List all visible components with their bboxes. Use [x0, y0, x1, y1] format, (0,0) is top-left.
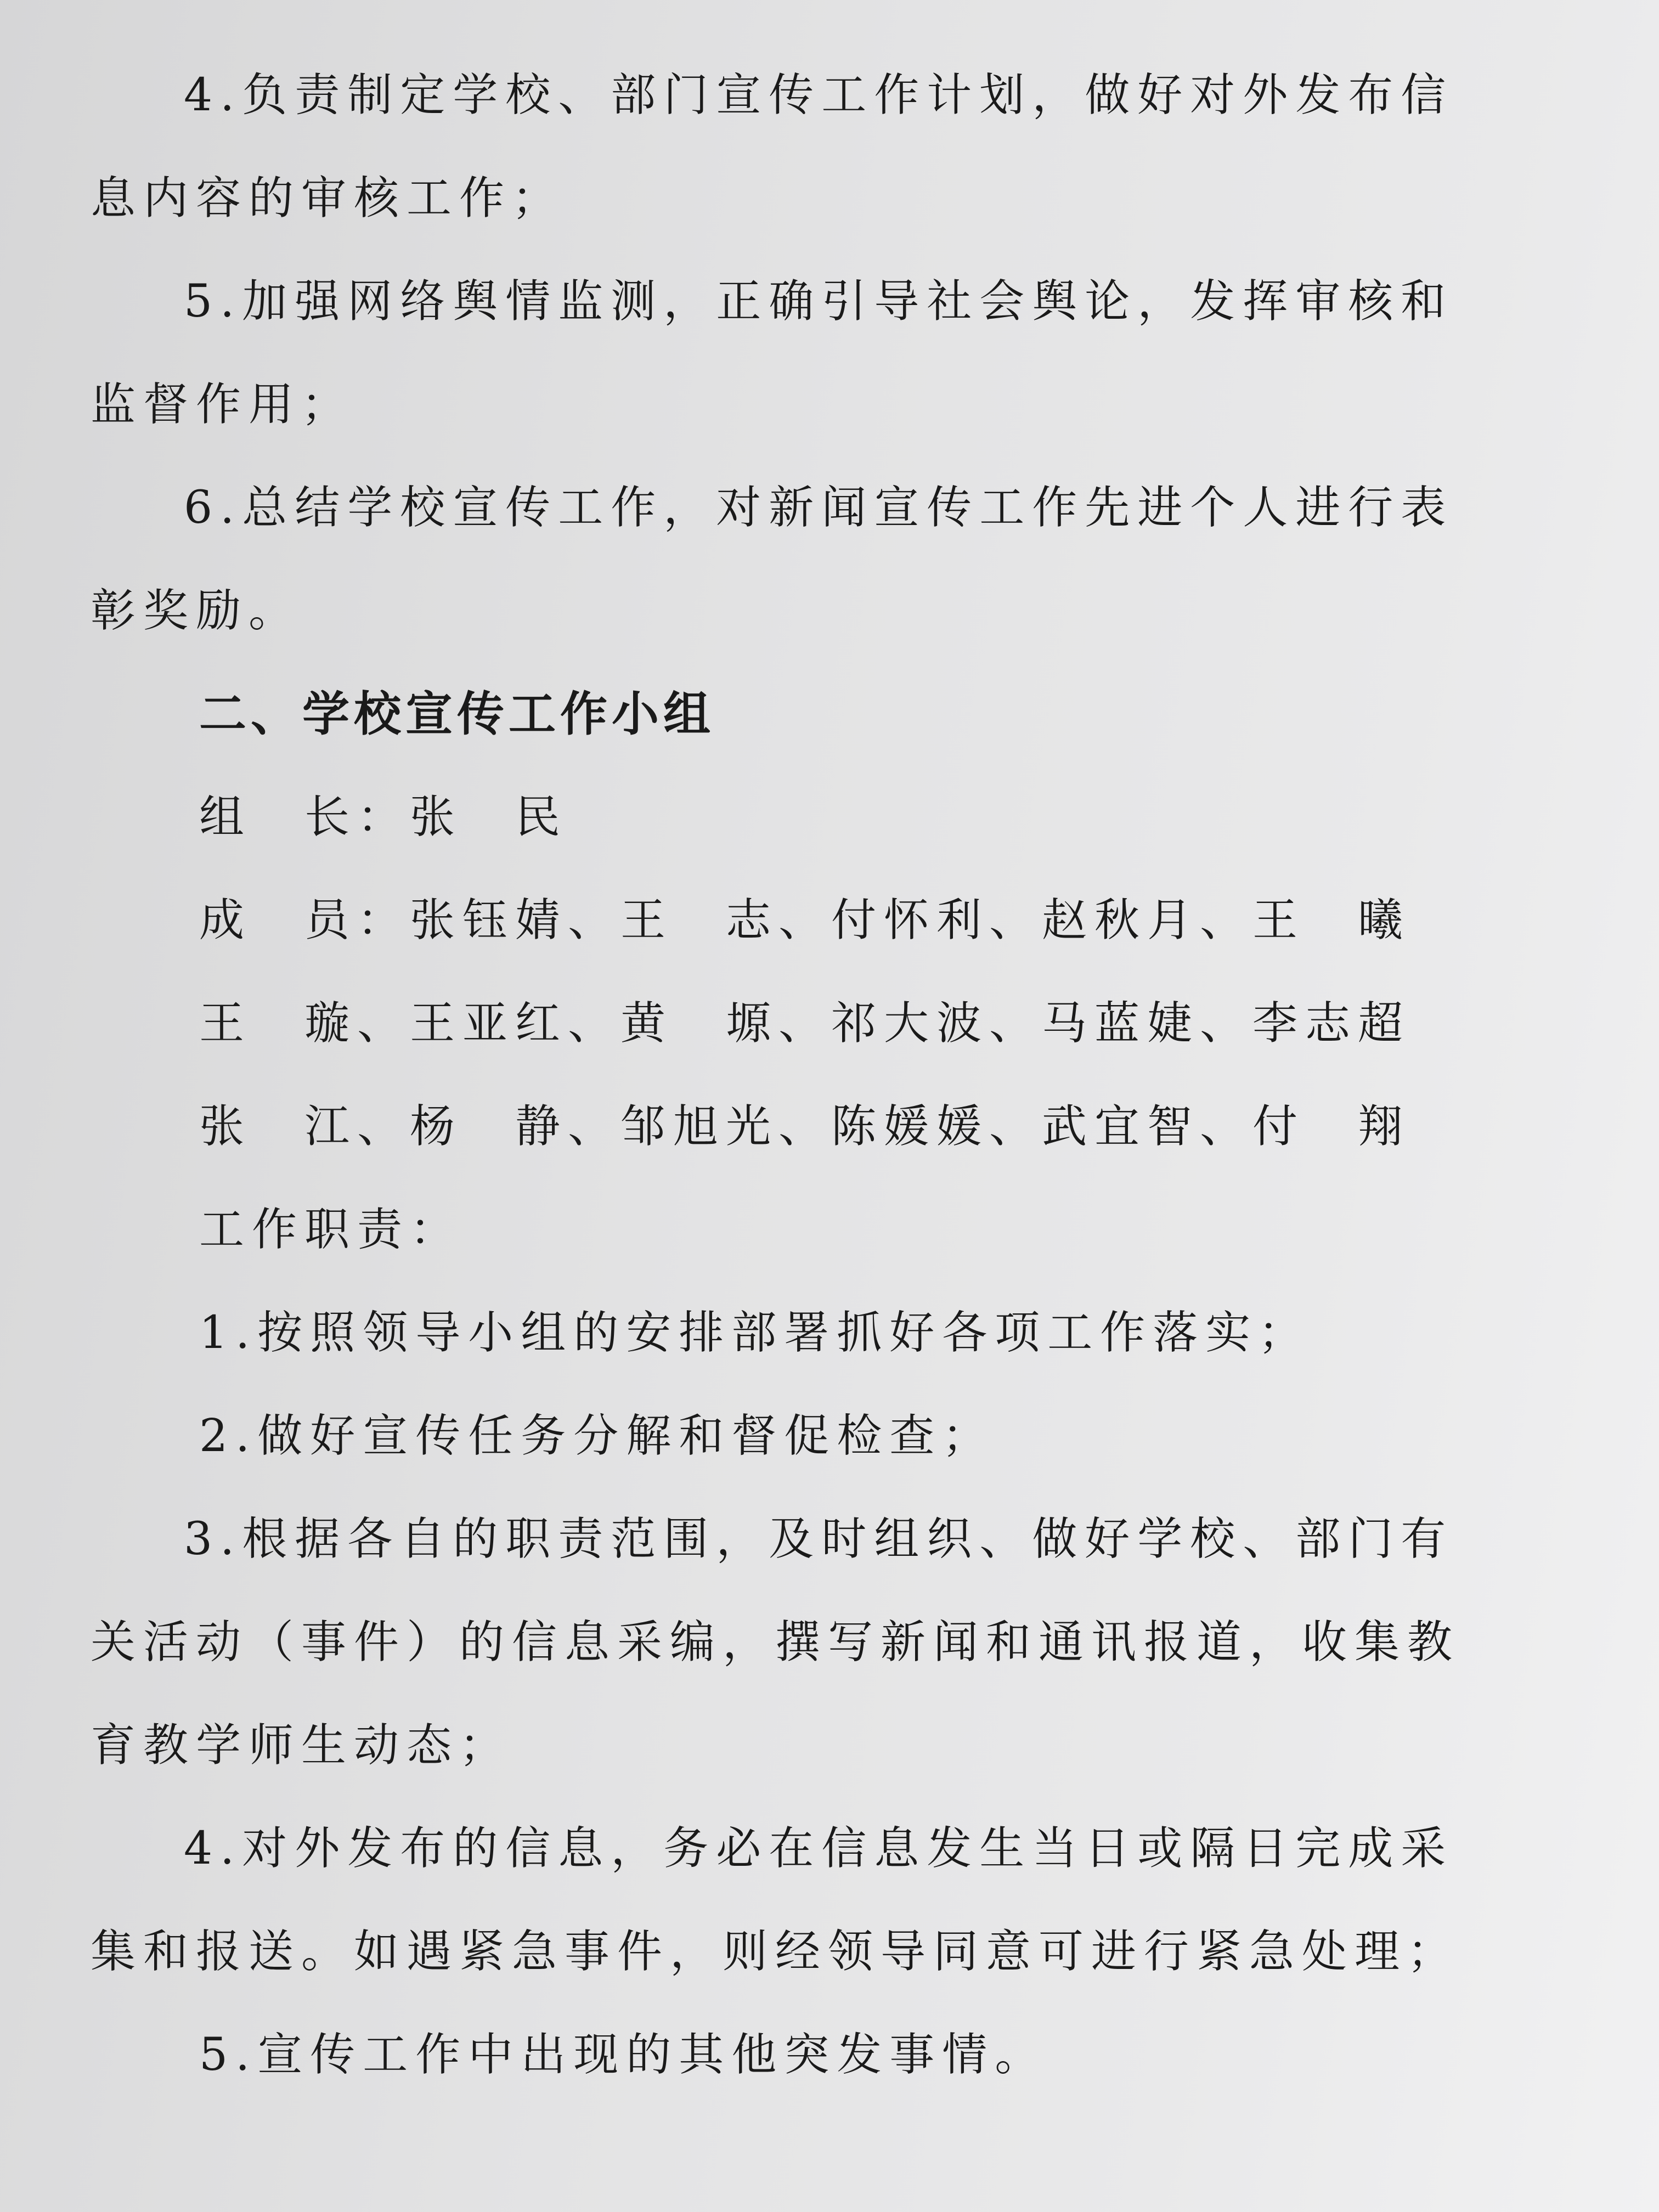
- duty-item-1: 1.按照领导小组的安排部署抓好各项工作落实；: [199, 1307, 1311, 1359]
- duty-item-2: 2.做好宣传任务分解和督促检查；: [199, 1410, 995, 1462]
- members-line-3: 张 江、杨 静、邹旭光、陈媛媛、武宜智、付 翔: [199, 1101, 1411, 1153]
- duties-title: 工作职责：: [199, 1204, 463, 1256]
- duty-item-5: 5.宣传工作中出现的其他突发事情。: [199, 2029, 1048, 2081]
- leader-line: 组 长：张 民: [199, 791, 568, 843]
- paragraph-item-4: 4.负责制定学校、部门宣传工作计划，做好对外发布信息内容的审核工作；: [91, 69, 1454, 224]
- section-title: 二、学校宣传工作小组: [199, 687, 715, 742]
- document-body: [91, 44, 1495, 2107]
- duty-item-3: 3.根据各自的职责范围，及时组织、做好学校、部门有关活动（事件）的信息采编，撰写新闻和通讯报道，收集教育教学师生动态；: [91, 1513, 1460, 1771]
- duty-item-4: 4.对外发布的信息，务必在信息发生当日或隔日完成采集和报送。如遇紧急事件，则经领导同意可进行紧急处理；: [91, 1822, 1460, 1978]
- members-line-1: 成 员：张钰婧、王 志、付怀利、赵秋月、王 曦: [199, 894, 1411, 946]
- paragraph-item-5: 5.加强网络舆情监测，正确引导社会舆论，发挥审核和监督作用；: [91, 275, 1454, 431]
- paragraph-item-6: 6.总结学校宣传工作，对新闻宣传工作先进个人进行表彰奖励。: [91, 482, 1454, 637]
- members-line-2: 王 璇、王亚红、黄 塬、祁大波、马蓝婕、李志超: [199, 997, 1411, 1049]
